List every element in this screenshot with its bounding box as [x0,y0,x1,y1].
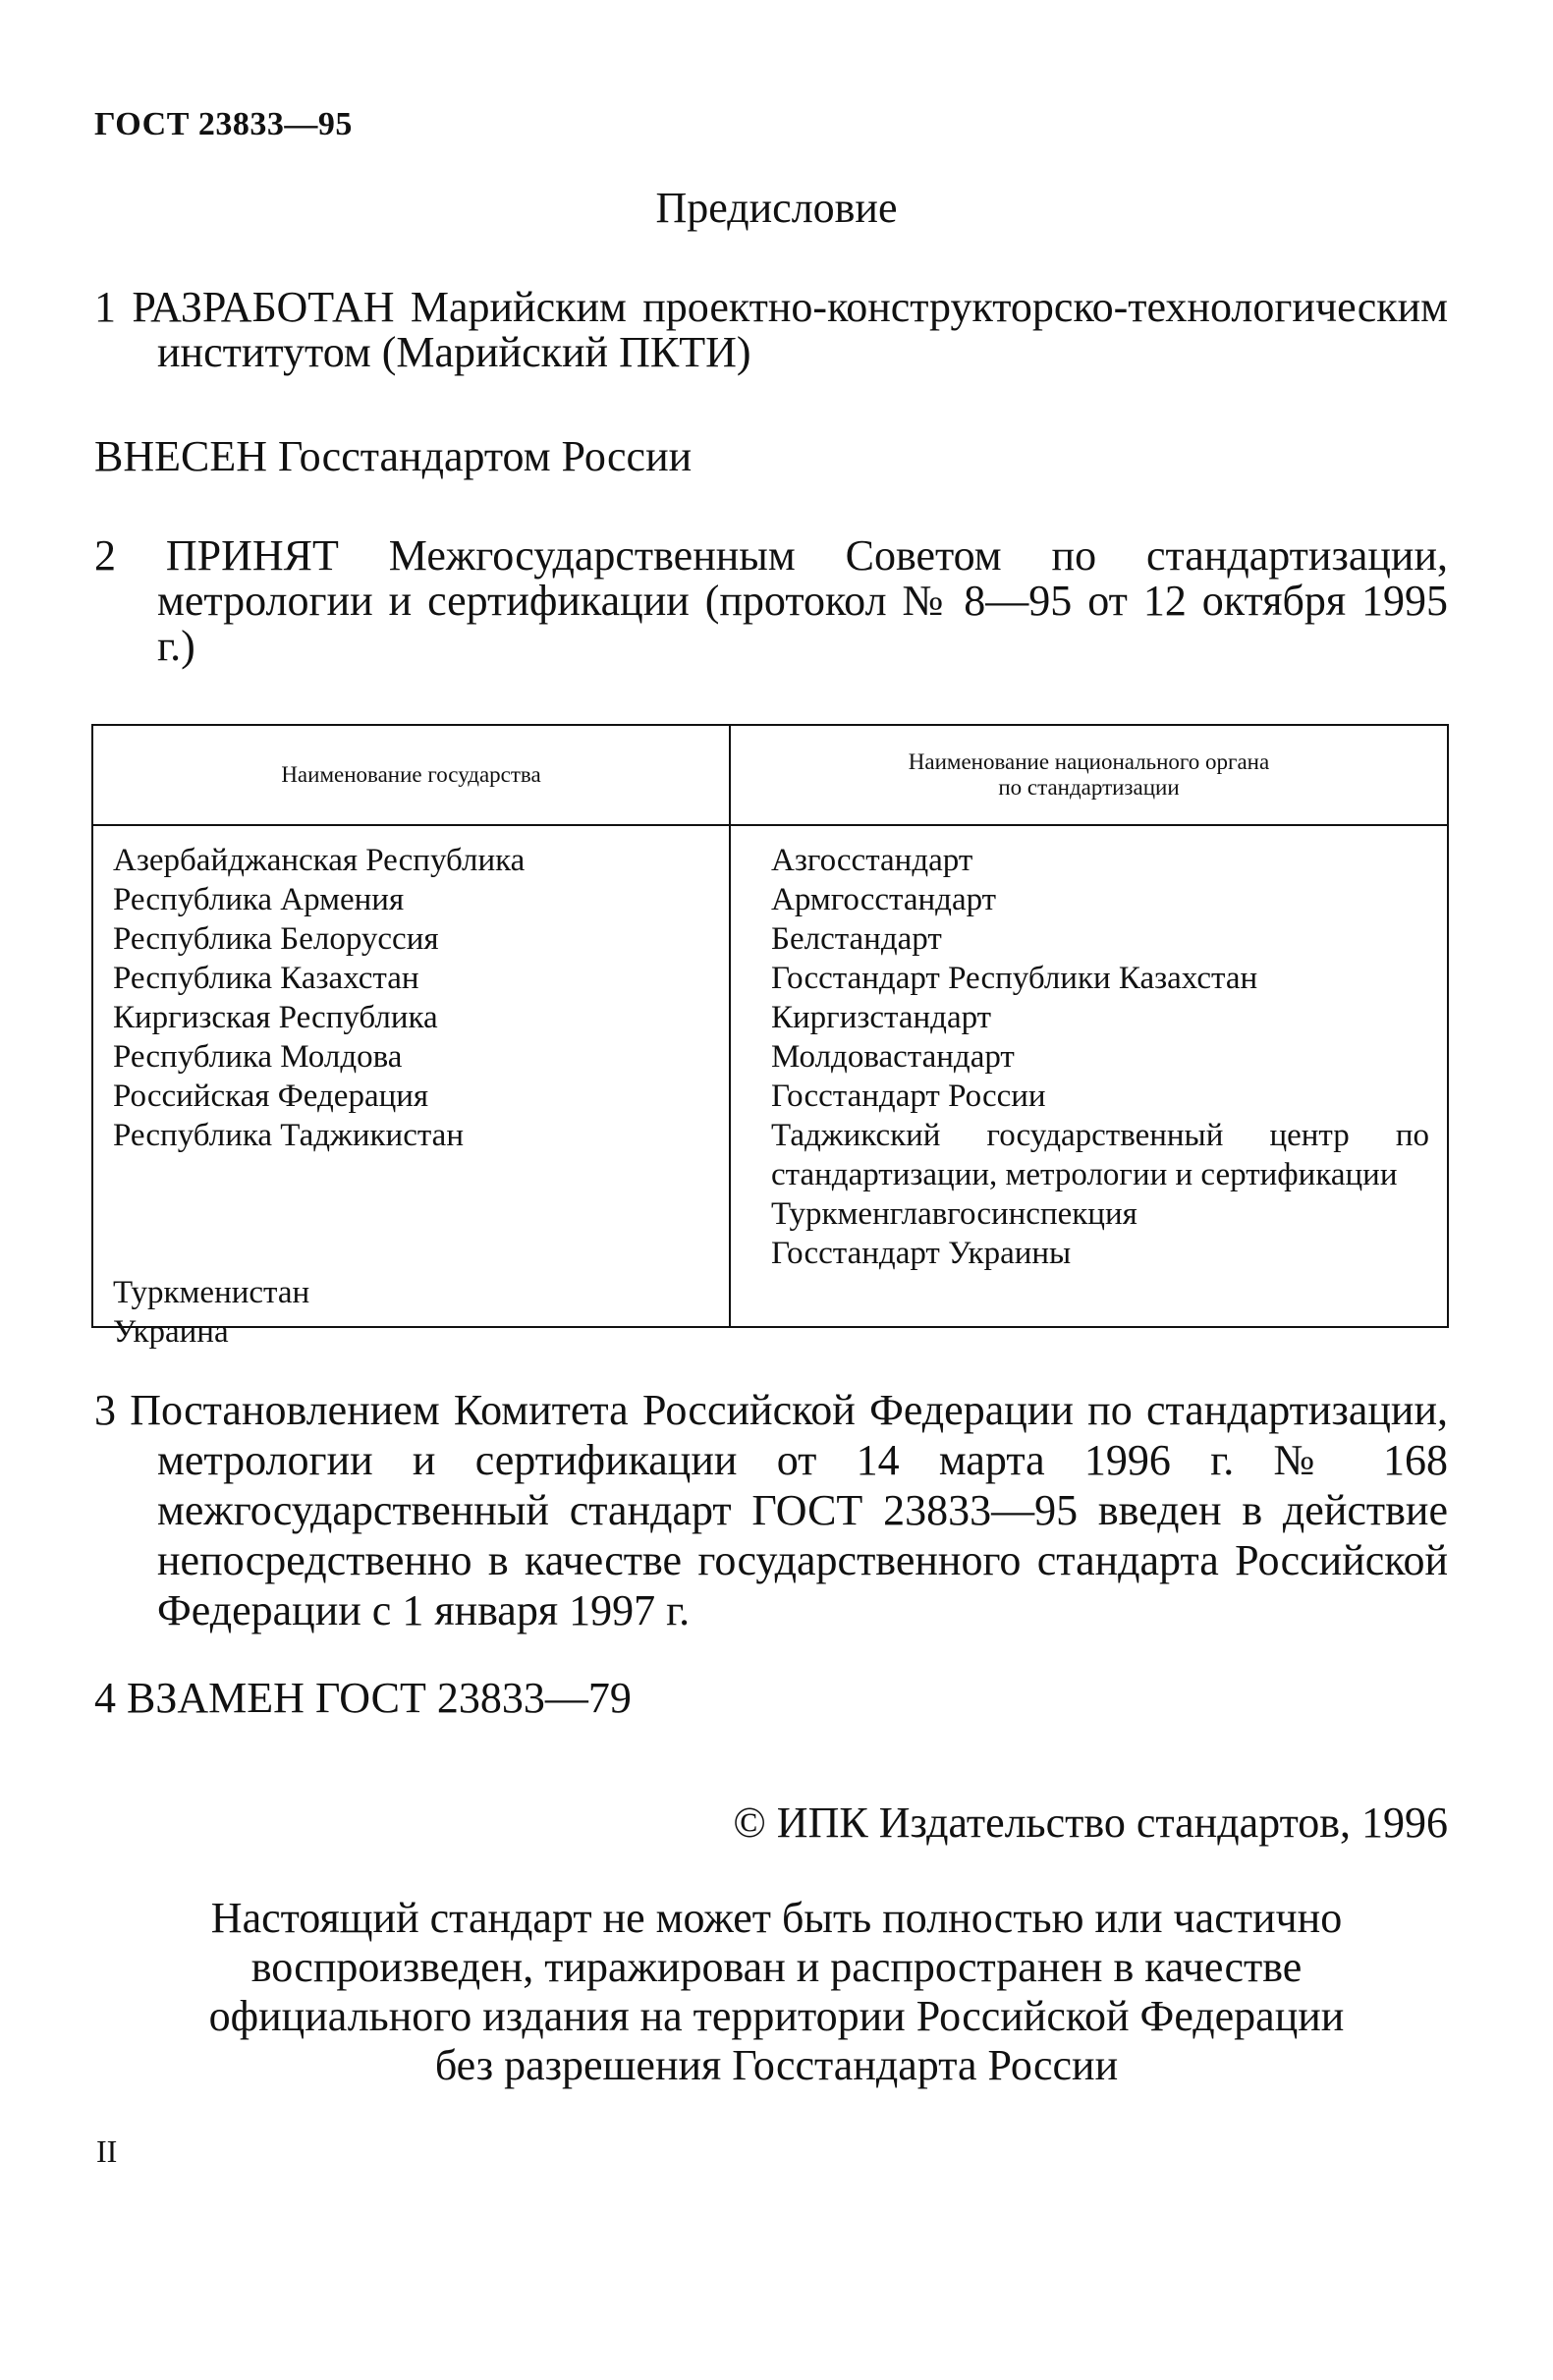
item-submitted-by: ВНЕСЕН Госстандартом России [94,432,693,480]
state-cell: Республика Молдова [113,1039,403,1075]
page-number: II [96,2133,118,2169]
state-column [113,841,702,1352]
state-cell: Азербайджанская Республика [113,843,526,878]
state-cell: Республика Казахстан [113,961,419,996]
notice-line: без разрешения Госстандарта России [434,2041,1119,2089]
national-body-column [771,841,1429,1273]
section-title: Предисловие [655,184,898,232]
item-adopted-by: 2 ПРИНЯТ Межгосударственным Советом по стандартизации, метрологии и сертификации (протокол № 8—95 от 12 октября 1995 г.) [94,531,1448,670]
header-national-body [731,726,1447,824]
national-body-cell: Армгосстандарт [771,882,997,917]
item-enacted-by: 3 Постановлением Комитета Российской Федерации по стандартизации, метрологии и сертификации от 14 марта 1996 г. № 168 межгосударственный стандарт ГОСТ 23833—95 введен в действие непосредственно в качестве государственного стандарта Российской Федерации с 1 января 1997 г. [94,1386,1448,1634]
notice-line: официального издания на территории Российской Федерации [208,1992,1345,2040]
item-replaces: 4 ВЗАМЕН ГОСТ 23833—79 [94,1674,632,1722]
notice-line: Настоящий стандарт не может быть полностью или частично [210,1894,1343,1942]
state-cell: Республика Армения [113,882,405,917]
reproduction-notice [0,1894,1553,2090]
copyright: © ИПК Издательство стандартов, 1996 [733,1799,1448,1847]
national-body-cell: Таджикский государственный центр по стандартизации, метрологии и сертификации [771,1118,1429,1192]
state-cell: Российская Федерация [113,1079,429,1114]
header-national-body-line2: по стандартизации [998,775,1180,800]
adoption-table [91,724,1449,1350]
national-body-cell: Госстандарт Украины [771,1236,1072,1271]
item-developed-by: 1 РАЗРАБОТАН Марийским проектно-конструкторско-технологическим институтом (Марийский ПКТИ) [94,283,1448,376]
state-cell: Республика Таджикистан [113,1118,464,1153]
header-divider [93,824,1447,826]
national-body-cell: Госстандарт России [771,1079,1046,1114]
state-cell: Республика Белоруссия [113,921,439,957]
national-body-cell: Туркменглавгосинспекция [771,1196,1137,1232]
notice-line: воспроизведен, тиражирован и распространен в качестве [250,1943,1303,1991]
national-body-cell: Молдовастандарт [771,1039,1015,1075]
header-national-body-line1: Наименование национального органа [908,749,1270,774]
document-code: ГОСТ 23833—95 [94,106,353,142]
national-body-cell: Госстандарт Республики Казахстан [771,961,1258,996]
state-cell: Киргизская Республика [113,1000,438,1035]
state-cell: Украина [113,1314,229,1350]
header-state: Наименование государства [281,762,541,787]
national-body-cell: Белстандарт [771,921,942,957]
state-cell: Туркменистан [113,1275,310,1310]
national-body-cell: Киргизстандарт [771,1000,992,1035]
national-body-cell: Азгосстандарт [771,843,973,878]
